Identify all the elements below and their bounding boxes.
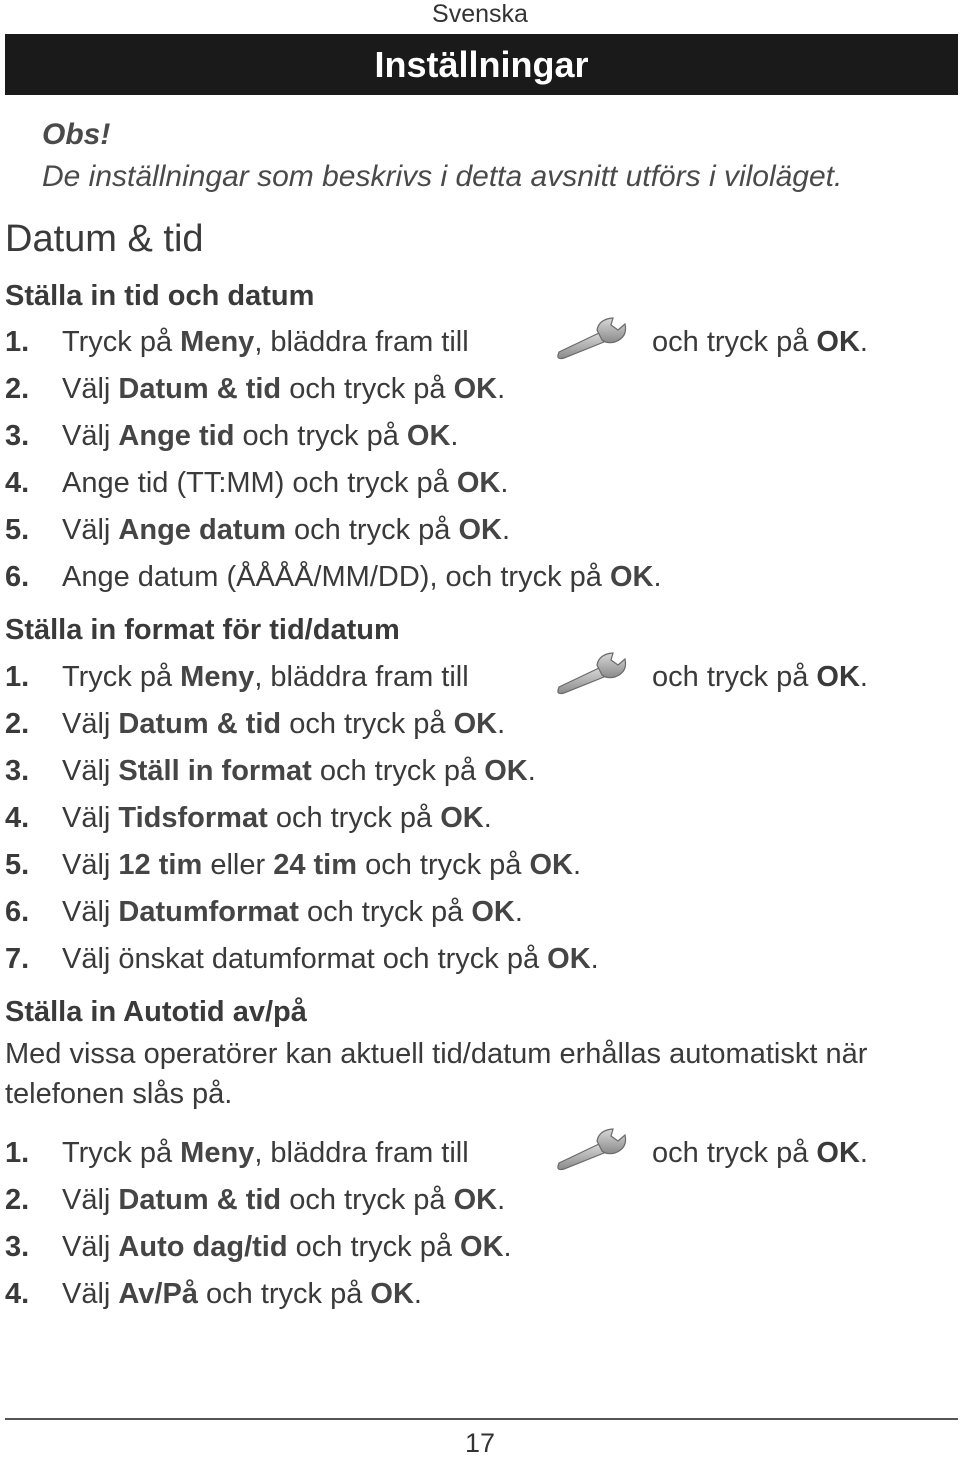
- set-format-step-3: 3. Välj Ställ in format och tryck på OK.: [5, 755, 536, 787]
- set-format-heading: Ställa in format för tid/datum: [5, 614, 400, 646]
- note-title: Obs!: [42, 118, 111, 151]
- footer-divider: [5, 1418, 958, 1420]
- auto-time-step-1: 1. Tryck på Meny, bläddra fram till: [5, 1137, 469, 1169]
- set-format-step-2: 2. Välj Datum & tid och tryck på OK.: [5, 708, 506, 740]
- language-label: Svenska: [432, 0, 528, 28]
- wrench-icon: [555, 1127, 631, 1171]
- set-format-step-4: 4. Välj Tidsformat och tryck på OK.: [5, 802, 492, 834]
- auto-time-step-3: 3. Välj Auto dag/tid och tryck på OK.: [5, 1231, 512, 1263]
- wrench-icon: [555, 651, 631, 695]
- auto-time-step-4: 4. Välj Av/På och tryck på OK.: [5, 1278, 422, 1310]
- note-text: De inställningar som beskrivs i detta avsnitt utförs i viloläget.: [42, 160, 843, 193]
- set-time-heading: Ställa in tid och datum: [5, 280, 315, 312]
- wrench-icon: [555, 316, 631, 360]
- auto-time-heading: Ställa in Autotid av/på: [5, 996, 307, 1028]
- auto-time-step-2: 2. Välj Datum & tid och tryck på OK.: [5, 1184, 506, 1216]
- set-format-step-1-end: och tryck på OK.: [652, 661, 868, 693]
- page-title: Inställningar: [5, 34, 958, 95]
- set-format-step-6: 6. Välj Datumformat och tryck på OK.: [5, 896, 523, 928]
- set-time-step-3: 3. Välj Ange tid och tryck på OK.: [5, 420, 459, 452]
- set-time-step-5: 5. Välj Ange datum och tryck på OK.: [5, 514, 511, 546]
- section-title: Datum & tid: [5, 218, 204, 260]
- set-time-step-1: 1. Tryck på Meny, bläddra fram till: [5, 326, 469, 358]
- auto-time-description: Med vissa operatörer kan aktuell tid/datum erhållas automatiskt när telefonen slås på.: [5, 1038, 868, 1110]
- set-time-step-4: 4. Ange tid (TT:MM) och tryck på OK.: [5, 467, 509, 499]
- set-format-step-1: 1. Tryck på Meny, bläddra fram till: [5, 661, 469, 693]
- set-time-step-1-end: och tryck på OK.: [652, 326, 868, 358]
- set-time-step-6: 6. Ange datum (ÅÅÅÅ/MM/DD), och tryck på OK.: [5, 561, 662, 593]
- auto-time-step-1-end: och tryck på OK.: [652, 1137, 868, 1169]
- set-format-step-5: 5. Välj 12 tim eller 24 tim och tryck på OK.: [5, 849, 582, 881]
- page-number: 17: [464, 1428, 496, 1458]
- set-format-step-7: 7. Välj önskat datumformat och tryck på OK.: [5, 943, 599, 975]
- set-time-step-2: 2. Välj Datum & tid och tryck på OK.: [5, 373, 506, 405]
